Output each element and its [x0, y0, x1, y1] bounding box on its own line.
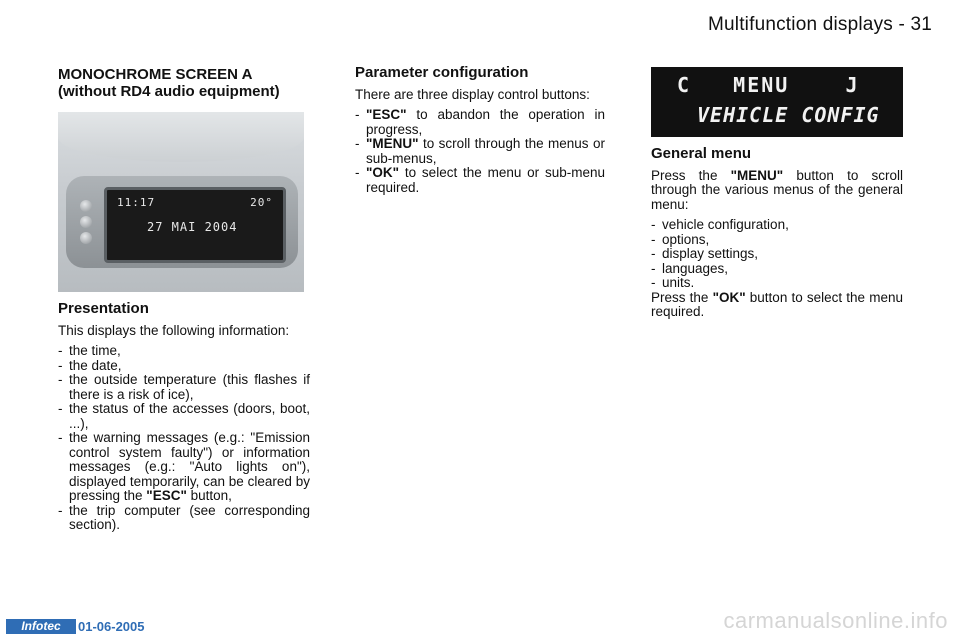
list-item: [355, 137, 605, 166]
control-buttons-list: [355, 108, 605, 195]
lcd-date: 27 MAI 2004: [147, 220, 238, 234]
menu-label: "MENU": [730, 167, 784, 183]
dashboard-display-photo: [58, 112, 304, 292]
footer-date: 01-06-2005: [78, 619, 145, 634]
presentation-intro: This displays the following information:: [58, 322, 290, 338]
lcd-temperature: 20°: [250, 196, 273, 209]
lcd-screen: [104, 187, 286, 263]
column-parameter-configuration: [355, 66, 605, 195]
menu-screen-image: [651, 67, 903, 137]
list-item: [355, 166, 605, 195]
list-item: - options,: [651, 233, 903, 248]
column-general-menu: [651, 147, 903, 326]
presentation-section: [58, 302, 310, 533]
watermark: carmanualsonline.info: [723, 608, 948, 633]
list-item: - units.: [651, 276, 903, 291]
list-item: [355, 108, 605, 137]
list-item: - the time,: [58, 344, 310, 359]
intro-text-after: button to scroll through the various menus of the general menu:: [651, 167, 903, 212]
heading-line-2: (without RD4 audio equipment): [58, 83, 280, 100]
list-item: - vehicle configuration,: [651, 218, 903, 233]
dashboard-hood: [58, 112, 304, 162]
list-item-text: the warning messages (e.g.: "Emission control system faulty") or information messages (e.g.: "Auto lights on"), displayed temporarily, can be cleared by pressing the: [69, 430, 310, 503]
button-name: "MENU": [366, 136, 419, 151]
button-name: "ESC": [366, 107, 407, 122]
display-button-2: [80, 216, 92, 228]
menu-screen-line-2: VEHICLE CONFIG: [697, 103, 880, 127]
display-button-1: [80, 200, 92, 212]
ok-label: "OK": [712, 289, 746, 305]
list-item-text-after: button,: [186, 488, 232, 503]
presentation-list: [58, 344, 310, 533]
list-item: - the outside temperature (this flashes if there is a risk of ice),: [58, 373, 310, 402]
button-description: to select the menu or sub-menu required.: [366, 165, 605, 195]
list-item: - the date,: [58, 359, 310, 374]
esc-label: "ESC": [146, 488, 187, 503]
general-menu-title: General menu: [651, 145, 752, 162]
list-item: - display settings,: [651, 247, 903, 262]
heading-line-1: MONOCHROME SCREEN A: [58, 66, 253, 83]
display-button-3: [80, 232, 92, 244]
list-item: - languages,: [651, 262, 903, 277]
parameter-intro: There are three display control buttons:: [355, 86, 590, 102]
page-header-title: Multifunction displays - 31: [707, 14, 932, 35]
lcd-time: 11:17: [117, 196, 156, 209]
list-item: - the trip computer (see corresponding section).: [58, 504, 310, 533]
list-item: [58, 431, 310, 504]
parameter-configuration-title: Parameter configuration: [355, 64, 529, 81]
outro-text-after: button to select the menu required.: [651, 289, 903, 319]
general-menu-intro: [651, 169, 903, 213]
list-item: - the status of the accesses (doors, boot, ...),: [58, 402, 310, 431]
button-name: "OK": [366, 165, 400, 180]
general-menu-list: [651, 218, 903, 291]
button-description: to abandon the operation in progress,: [366, 107, 605, 137]
button-description: to scroll through the menus or sub-menus,: [366, 136, 605, 166]
presentation-title: Presentation: [58, 300, 149, 317]
column-monochrome-screen: [58, 66, 310, 100]
outro-text: Press the: [651, 289, 713, 305]
menu-screen-line-1: C MENU J: [677, 73, 860, 97]
intro-text: Press the: [651, 167, 731, 183]
section-heading: [58, 66, 310, 100]
infotec-logo: Infotec: [6, 619, 76, 634]
general-menu-outro: [651, 291, 903, 320]
